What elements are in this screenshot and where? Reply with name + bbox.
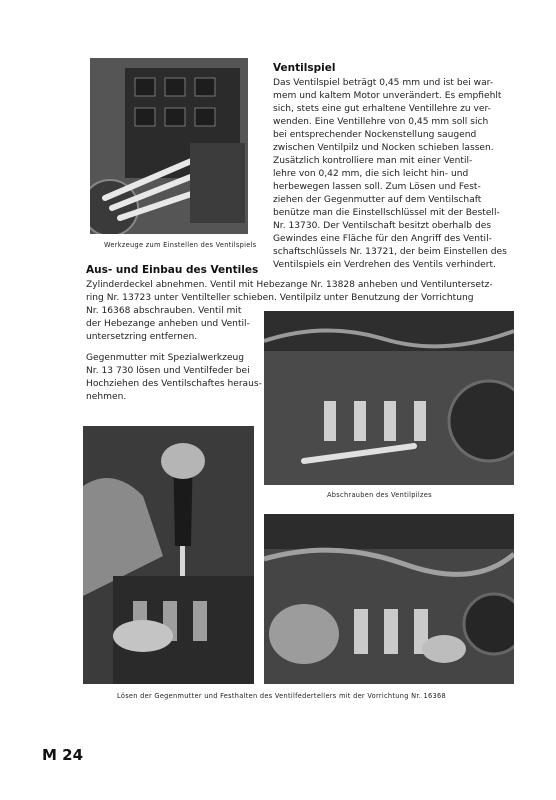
text-line: zwischen Ventilpilz und Nocken schieben lassen. — [273, 143, 494, 153]
einbau-paragraph-narrow — [86, 318, 256, 344]
text-line: Das Ventilspiel beträgt 0,45 mm und ist bei war- — [273, 78, 494, 88]
section-heading-ventilspiel: Ventilspiel — [273, 62, 336, 74]
text-line: Nr. 13 730 lösen und Ventilfeder bei — [86, 366, 250, 376]
page-number: M 24 — [42, 746, 84, 764]
text-line: untersetzring entfernen. — [86, 332, 198, 342]
figure-worker-screwdriver — [83, 426, 254, 684]
text-line: ziehen der Gegenmutter auf dem Ventilschaft — [273, 195, 482, 205]
text-line: herbewegen lassen soll. Zum Lösen und Fest- — [273, 182, 481, 192]
text-line: der Hebezange anheben und Ventil- — [86, 319, 250, 329]
text-line: Zusätzlich kontrolliere man mit einer Ventil- — [273, 156, 473, 166]
text-line: Hochziehen des Ventilschaftes heraus- — [86, 379, 262, 389]
caption-loosen-nut-fixture: Lösen der Gegenmutter und Festhalten des Ventilfedertellers mit der Vorrichtung Nr. 16368 — [117, 692, 447, 700]
text-line: mem und kaltem Motor unverändert. Es empfiehlt — [273, 91, 502, 101]
caption-valve-clearance-tools: Werkzeuge zum Einstellen des Ventilspiels — [104, 241, 257, 249]
section-heading-einbau: Aus- und Einbau des Ventiles — [86, 264, 259, 276]
text-line: schaftschlüssels Nr. 13721, der beim Einstellen des — [273, 247, 507, 257]
text-line: bei entsprechender Nockenstellung saugend — [273, 130, 477, 140]
ventilspiel-paragraph — [273, 77, 513, 272]
figure-valve-clearance-tools — [90, 58, 248, 234]
text-line: Nr. 16368 abschrauben. Ventil mit — [86, 306, 242, 316]
einbau-paragraph-2 — [86, 352, 262, 404]
caption-unscrew-valve-head: Abschrauben des Ventilpilzes — [327, 491, 432, 499]
text-line: wenden. Eine Ventillehre von 0,45 mm soll sich — [273, 117, 489, 127]
text-line: sich, stets eine gut erhaltene Ventillehre zu ver- — [273, 104, 491, 114]
text-line: ring Nr. 13723 unter Ventilteller schieben. Ventilpilz unter Benutzung der Vorrichtung — [86, 293, 474, 303]
figure-loosen-nut-fixture — [264, 514, 514, 684]
text-line: Nr. 13730. Der Ventilschaft besitzt oberhalb des — [273, 221, 492, 231]
text-line: Gewindes eine Fläche für den Angriff des Ventil- — [273, 234, 492, 244]
text-line: lehre von 0,42 mm, die sich leicht hin- und — [273, 169, 469, 179]
text-line: Gegenmutter mit Spezialwerkzeug — [86, 353, 245, 363]
text-line: benütze man die Einstellschlüssel mit der Bestell- — [273, 208, 500, 218]
text-line: nehmen. — [86, 392, 127, 402]
text-line: Ventilspiels ein Verdrehen des Ventils verhindert. — [273, 260, 496, 270]
text-line: Zylinderdeckel abnehmen. Ventil mit Hebezange Nr. 13828 anheben und Ventiluntersetz- — [86, 280, 493, 290]
figure-unscrew-valve-head — [264, 311, 514, 485]
